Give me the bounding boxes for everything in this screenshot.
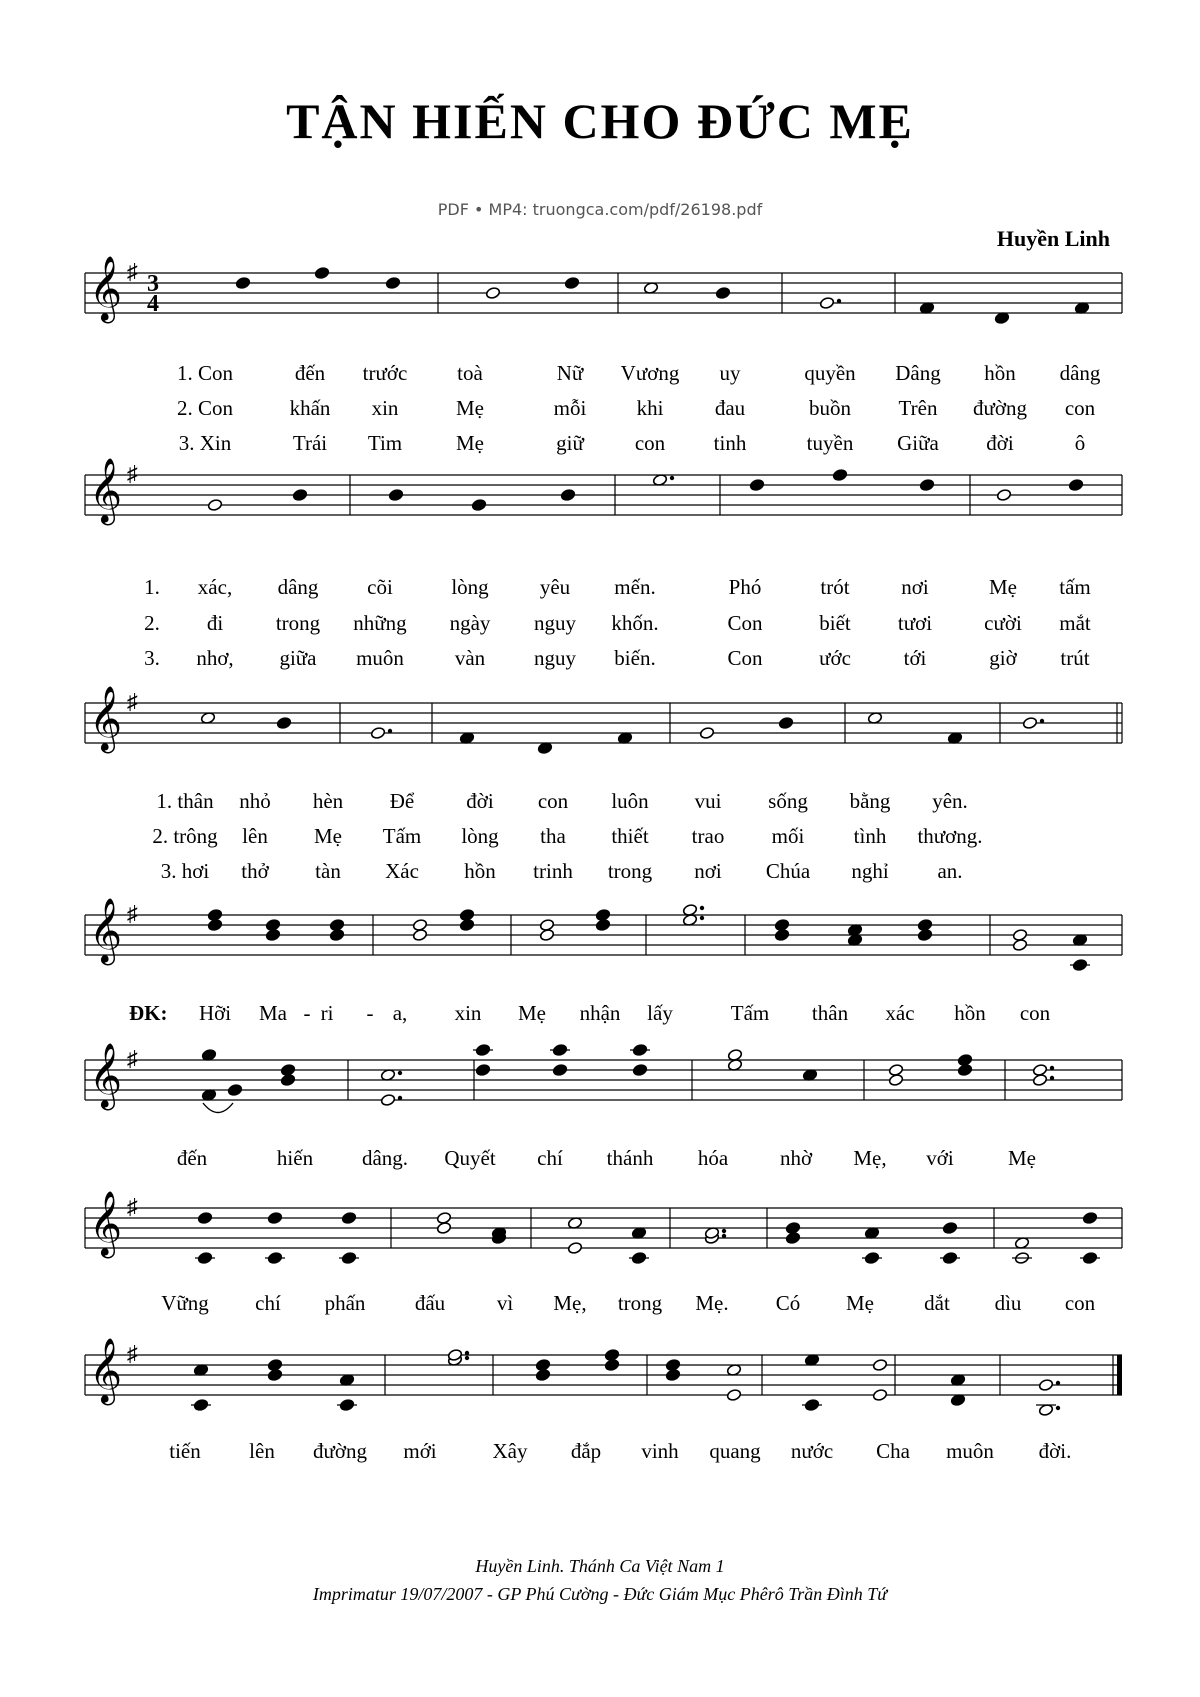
note-head bbox=[197, 1211, 212, 1224]
lyric-syllable: với bbox=[926, 1146, 954, 1170]
lyric-syllable: nhờ bbox=[779, 1146, 813, 1170]
lyric-syllable: dâng. bbox=[361, 1146, 409, 1170]
note-head bbox=[1032, 1063, 1047, 1076]
lyric-syllable: xin bbox=[454, 1001, 482, 1025]
lyric-syllable: tươi bbox=[897, 611, 933, 635]
lyric-syllable: muôn bbox=[946, 1439, 994, 1463]
note-dot bbox=[398, 1096, 402, 1100]
lyric-syllable: khi bbox=[636, 396, 664, 420]
lyric-syllable: buồn bbox=[809, 396, 851, 420]
time-sig-numerator: 3 bbox=[147, 271, 159, 297]
lyric-syllable: con bbox=[634, 431, 666, 455]
note-head bbox=[715, 286, 730, 299]
lyric-syllable: trước bbox=[362, 361, 408, 385]
lyric-syllable: a, bbox=[392, 1001, 408, 1025]
lyric-syllable: nhận bbox=[579, 1001, 621, 1025]
lyric-syllable: trao bbox=[691, 824, 725, 848]
lyric-syllable: ô bbox=[1074, 431, 1086, 455]
note-dot bbox=[465, 1351, 469, 1355]
lyric-syllable: Mẹ bbox=[314, 824, 342, 848]
lyric-syllable: hiến bbox=[276, 1146, 314, 1170]
lyric-syllable: dâng bbox=[277, 575, 319, 599]
lyric-syllable: Dâng bbox=[895, 361, 941, 385]
lyric-syllable: Trái bbox=[292, 431, 328, 455]
note-dot bbox=[837, 299, 841, 303]
lyric-syllable: khấn bbox=[289, 396, 331, 420]
note-head bbox=[267, 1358, 282, 1371]
lyric-syllable: muôn bbox=[356, 646, 404, 670]
time-sig-denominator: 4 bbox=[147, 291, 159, 317]
lyric-syllable: Phó bbox=[728, 575, 762, 599]
note-head bbox=[778, 716, 793, 729]
lyric-syllable: cõi bbox=[367, 575, 393, 599]
slur bbox=[203, 1103, 233, 1113]
note-head bbox=[560, 488, 575, 501]
sharp-icon: ♯ bbox=[127, 1194, 138, 1219]
staff-system bbox=[85, 1043, 1122, 1110]
sharp-icon: ♯ bbox=[127, 259, 138, 284]
lyric-syllable: mối bbox=[771, 824, 805, 848]
note-head bbox=[749, 478, 764, 491]
lyric-syllable: Giữa bbox=[897, 431, 939, 455]
lyric-syllable: 1. Con bbox=[176, 361, 234, 385]
lyric-syllable: Mẹ, bbox=[553, 1291, 587, 1315]
lyric-syllable: vinh bbox=[641, 1439, 679, 1463]
refrain-label: ĐK: bbox=[129, 1001, 168, 1025]
lyric-syllable: 2. Con bbox=[176, 396, 234, 420]
treble-clef-icon: 𝄞 bbox=[89, 1045, 123, 1107]
lyric-syllable: trút bbox=[1060, 646, 1090, 670]
note-head bbox=[535, 1358, 550, 1371]
lyric-syllable: Tim bbox=[367, 431, 403, 455]
lyric-syllable: đấu bbox=[414, 1291, 446, 1315]
note-head bbox=[872, 1388, 887, 1401]
sharp-icon: ♯ bbox=[127, 1046, 138, 1071]
lyric-syllable: đời. bbox=[1038, 1439, 1072, 1463]
song-title: TẬN HIẾN CHO ĐỨC MẸ bbox=[286, 93, 914, 149]
lyric-syllable: 2. trông bbox=[152, 824, 218, 848]
lyric-syllable: chí bbox=[255, 1291, 281, 1315]
lyric-syllable: quyền bbox=[804, 361, 856, 385]
note-head bbox=[917, 918, 932, 931]
final-bar-line-thick bbox=[1117, 1355, 1122, 1395]
lyric-syllable: 3. Xin bbox=[178, 431, 232, 455]
lyric-syllable: sống bbox=[768, 789, 808, 813]
lyric-syllable: xác, bbox=[197, 575, 233, 599]
lyric-syllable: quang bbox=[709, 1439, 761, 1463]
lyric-syllable: đắp bbox=[570, 1439, 602, 1463]
treble-clef-icon: 𝄞 bbox=[89, 460, 123, 522]
note-head bbox=[564, 276, 579, 289]
lyric-syllable: lòng bbox=[461, 824, 499, 848]
lyric-syllable: tha bbox=[540, 824, 566, 848]
lyric-syllable: Hỡi bbox=[198, 1001, 232, 1025]
note-head bbox=[1068, 478, 1083, 491]
lyric-syllable: giữ bbox=[556, 431, 584, 455]
note-head bbox=[267, 1211, 282, 1224]
lyric-syllable: Xác bbox=[385, 859, 419, 883]
note-head bbox=[276, 716, 291, 729]
lyric-syllable: ri bbox=[320, 1001, 334, 1025]
note-head bbox=[996, 488, 1011, 501]
note-head bbox=[819, 296, 834, 309]
footer-imprimatur: Imprimatur 19/07/2007 - GP Phú Cường - Đức Giám Mục Phêrô Trần Đình Tứ bbox=[312, 1584, 888, 1604]
lyric-syllable: phấn bbox=[324, 1291, 366, 1315]
note-head bbox=[207, 498, 222, 511]
sharp-icon: ♯ bbox=[127, 1341, 138, 1366]
lyric-syllable: bằng bbox=[849, 789, 891, 813]
sharp-icon: ♯ bbox=[127, 689, 138, 714]
sharp-icon: ♯ bbox=[127, 461, 138, 486]
lyric-syllable: vàn bbox=[454, 646, 486, 670]
treble-clef-icon: 𝄞 bbox=[89, 258, 123, 320]
lyric-syllable: Mẹ. bbox=[695, 1291, 729, 1315]
staff-system bbox=[85, 256, 1122, 325]
staff-system bbox=[85, 898, 1122, 972]
lyric-syllable: con bbox=[1064, 1291, 1096, 1315]
note-head bbox=[832, 468, 847, 481]
note-head bbox=[632, 1063, 647, 1076]
lyric-syllable: uy bbox=[719, 361, 741, 385]
note-head bbox=[567, 1241, 582, 1254]
lyric-syllable: 2. bbox=[144, 611, 160, 635]
lyric-syllable: ước bbox=[819, 646, 851, 670]
note-head bbox=[888, 1063, 903, 1076]
note-head bbox=[471, 498, 486, 511]
note-head bbox=[726, 1388, 741, 1401]
note-dot bbox=[1050, 1076, 1054, 1080]
lyric-syllable: Mẹ bbox=[989, 575, 1017, 599]
lyric-syllable: chí bbox=[537, 1146, 563, 1170]
note-dot bbox=[1050, 1066, 1054, 1070]
lyric-syllable: xin bbox=[371, 396, 399, 420]
lyric-syllable: yêu bbox=[539, 575, 571, 599]
note-head bbox=[1012, 928, 1027, 941]
note-head bbox=[539, 918, 554, 931]
lyric-syllable: xác bbox=[885, 1001, 915, 1025]
lyric-syllable: Mẹ bbox=[456, 396, 484, 420]
lyric-syllable: trong bbox=[275, 611, 321, 635]
lyric-syllable: nơi bbox=[694, 859, 722, 883]
lyric-syllable: đời bbox=[466, 789, 494, 813]
note-dot bbox=[700, 916, 704, 920]
note-head bbox=[207, 908, 222, 921]
lyric-syllable: giữa bbox=[279, 646, 317, 670]
lyric-syllable: lên bbox=[249, 1439, 275, 1463]
lyric-syllable: đến bbox=[294, 361, 326, 385]
note-dot bbox=[722, 1234, 726, 1238]
note-head bbox=[774, 918, 789, 931]
lyric-syllable: 1. bbox=[144, 575, 160, 599]
lyric-syllable: Mẹ bbox=[456, 431, 484, 455]
lyric-syllable: vì bbox=[496, 1291, 514, 1315]
lyric-syllable: đi bbox=[206, 611, 224, 635]
note-head bbox=[280, 1063, 295, 1076]
note-head bbox=[957, 1053, 972, 1066]
source-link[interactable]: PDF • MP4: truongca.com/pdf/26198.pdf bbox=[437, 200, 763, 219]
lyric-syllable: Cha bbox=[876, 1439, 910, 1463]
lyric-syllable: cười bbox=[984, 611, 1022, 635]
treble-clef-icon: 𝄞 bbox=[89, 688, 123, 750]
lyric-syllable: Xây bbox=[492, 1439, 528, 1463]
note-dot bbox=[465, 1356, 469, 1360]
note-dot bbox=[722, 1229, 726, 1233]
lyric-syllable: Mẹ bbox=[1008, 1146, 1036, 1170]
note-head bbox=[475, 1063, 490, 1076]
note-dot bbox=[1040, 719, 1044, 723]
note-head bbox=[388, 488, 403, 501]
lyric-syllable: thân bbox=[811, 1001, 849, 1025]
lyric-syllable: dìu bbox=[994, 1291, 1022, 1315]
note-head bbox=[385, 276, 400, 289]
lyric-syllable: con bbox=[1064, 396, 1096, 420]
lyric-syllable: hồn bbox=[984, 361, 1016, 385]
lyric-syllable: con bbox=[537, 789, 569, 813]
note-head bbox=[1082, 1211, 1097, 1224]
lyric-syllable: giờ bbox=[989, 646, 1017, 670]
lyric-syllable: 3. bbox=[144, 646, 160, 670]
lyric-syllable: trong bbox=[617, 1291, 663, 1315]
lyric-syllable: ngày bbox=[449, 611, 491, 635]
lyric-syllable: nước bbox=[790, 1439, 834, 1463]
lyric-syllable: nhỏ bbox=[239, 789, 271, 813]
lyric-syllable: Có bbox=[775, 1291, 801, 1315]
lyric-syllable: lên bbox=[242, 824, 268, 848]
note-head bbox=[699, 726, 714, 739]
note-head bbox=[942, 1221, 957, 1234]
note-dot bbox=[398, 1071, 402, 1075]
lyric-syllable: trinh bbox=[533, 859, 573, 883]
lyric-syllable: hèn bbox=[312, 789, 344, 813]
lyric-syllable: những bbox=[353, 611, 407, 635]
treble-clef-icon: 𝄞 bbox=[89, 900, 123, 962]
lyric-syllable: Vững bbox=[161, 1291, 209, 1315]
lyric-syllable: tình bbox=[853, 824, 887, 848]
lyric-syllable: Trên bbox=[898, 396, 938, 420]
treble-clef-icon: 𝄞 bbox=[89, 1340, 123, 1402]
lyric-syllable: lấy bbox=[647, 1001, 673, 1025]
lyric-syllable: mắt bbox=[1059, 611, 1091, 635]
lyric-syllable: mới bbox=[403, 1439, 437, 1463]
lyric-syllable: Con bbox=[727, 611, 763, 635]
lyric-syllable: khốn. bbox=[611, 611, 659, 635]
sharp-icon: ♯ bbox=[127, 901, 138, 926]
lyric-syllable: Chúa bbox=[765, 859, 811, 883]
note-head bbox=[341, 1211, 356, 1224]
staff-system bbox=[85, 458, 1122, 525]
lyric-syllable: tấm bbox=[1059, 575, 1091, 599]
note-head bbox=[314, 266, 329, 279]
note-head bbox=[329, 918, 344, 931]
lyric-syllable: Tấm bbox=[382, 824, 422, 848]
note-head bbox=[1022, 716, 1037, 729]
note-dot bbox=[670, 476, 674, 480]
composer-name: Huyền Linh bbox=[996, 226, 1110, 251]
lyric-syllable: tinh bbox=[713, 431, 747, 455]
lyric-syllable: - bbox=[303, 1001, 311, 1025]
note-head bbox=[265, 918, 280, 931]
note-dot bbox=[1056, 1406, 1060, 1410]
note-head bbox=[370, 726, 385, 739]
lyric-syllable: nhơ, bbox=[196, 646, 234, 670]
note-head bbox=[436, 1211, 451, 1224]
lyric-syllable: Mẹ bbox=[518, 1001, 546, 1025]
footer-source: Huyền Linh. Thánh Ca Việt Nam 1 bbox=[475, 1556, 725, 1576]
lyric-syllable: luôn bbox=[611, 789, 649, 813]
lyric-syllable: hồn bbox=[954, 1001, 986, 1025]
note-head bbox=[292, 488, 307, 501]
lyric-syllable: đường bbox=[973, 396, 1027, 420]
lyric-syllable: biến. bbox=[614, 646, 656, 670]
lyric-syllable: Quyết bbox=[444, 1146, 496, 1170]
lyric-syllable: dắt bbox=[924, 1291, 950, 1315]
lyric-syllable: hồn bbox=[464, 859, 496, 883]
lyric-syllable: tàn bbox=[315, 859, 341, 883]
note-dot bbox=[388, 729, 392, 733]
staff-system bbox=[85, 1338, 1122, 1417]
lyric-syllable: nguy bbox=[534, 646, 576, 670]
staff-system bbox=[85, 1191, 1122, 1265]
lyric-syllable: yên. bbox=[932, 789, 968, 813]
note-head bbox=[785, 1221, 800, 1234]
lyric-syllable: tới bbox=[903, 646, 927, 670]
lyric-syllable: biết bbox=[819, 611, 851, 635]
lyric-syllable: trót bbox=[820, 575, 850, 599]
note-head bbox=[412, 918, 427, 931]
lyric-syllable: đến bbox=[176, 1146, 208, 1170]
lyric-syllable: toà bbox=[457, 361, 483, 385]
lyric-syllable: hóa bbox=[697, 1146, 729, 1170]
lyric-syllable: Để bbox=[389, 789, 415, 813]
note-dot bbox=[700, 906, 704, 910]
lyric-syllable: đau bbox=[714, 396, 746, 420]
treble-clef-icon: 𝄞 bbox=[89, 1193, 123, 1255]
lyric-syllable: mến. bbox=[614, 575, 656, 599]
lyric-syllable: Nữ bbox=[556, 361, 584, 385]
lyric-syllable: Con bbox=[727, 646, 763, 670]
lyric-syllable: thiết bbox=[611, 824, 649, 848]
lyric-syllable: vui bbox=[694, 789, 722, 813]
note-head bbox=[552, 1063, 567, 1076]
lyric-syllable: con bbox=[1019, 1001, 1051, 1025]
lyric-syllable: mỗi bbox=[553, 396, 587, 420]
lyric-syllable: trong bbox=[607, 859, 653, 883]
lyric-syllable: tuyền bbox=[806, 431, 854, 455]
note-head bbox=[1038, 1378, 1053, 1391]
lyric-syllable: Vương bbox=[620, 361, 680, 385]
lyric-syllable: an. bbox=[937, 859, 963, 883]
lyric-syllable: Mẹ bbox=[846, 1291, 874, 1315]
lyric-syllable: 3. hơi bbox=[160, 859, 210, 883]
lyric-syllable: đường bbox=[313, 1439, 367, 1463]
note-head bbox=[604, 1348, 619, 1361]
lyric-syllable: - bbox=[366, 1001, 374, 1025]
note-head bbox=[380, 1093, 395, 1106]
note-head bbox=[919, 478, 934, 491]
note-head bbox=[227, 1083, 242, 1096]
staff-system bbox=[85, 686, 1122, 755]
lyric-syllable: Mẹ, bbox=[853, 1146, 887, 1170]
note-dot bbox=[1056, 1381, 1060, 1385]
lyric-syllable: Ma bbox=[259, 1001, 287, 1025]
lyric-syllable: nguy bbox=[534, 611, 576, 635]
lyric-syllable: dâng bbox=[1059, 361, 1101, 385]
lyric-syllable: lòng bbox=[451, 575, 489, 599]
lyric-syllable: nghỉ bbox=[851, 859, 889, 883]
note-head bbox=[595, 908, 610, 921]
lyric-syllable: thương. bbox=[917, 824, 983, 848]
note-head bbox=[235, 276, 250, 289]
lyric-syllable: đời bbox=[986, 431, 1014, 455]
note-head bbox=[485, 286, 500, 299]
lyric-syllable: 1. thân bbox=[156, 789, 214, 813]
lyric-syllable: thở bbox=[241, 859, 269, 883]
lyric-syllable: Tấm bbox=[730, 1001, 770, 1025]
note-head bbox=[872, 1358, 887, 1371]
note-head bbox=[459, 908, 474, 921]
note-head bbox=[665, 1358, 680, 1371]
lyric-syllable: nơi bbox=[901, 575, 929, 599]
lyric-syllable: thánh bbox=[606, 1146, 654, 1170]
lyric-syllable: tiến bbox=[169, 1439, 201, 1463]
